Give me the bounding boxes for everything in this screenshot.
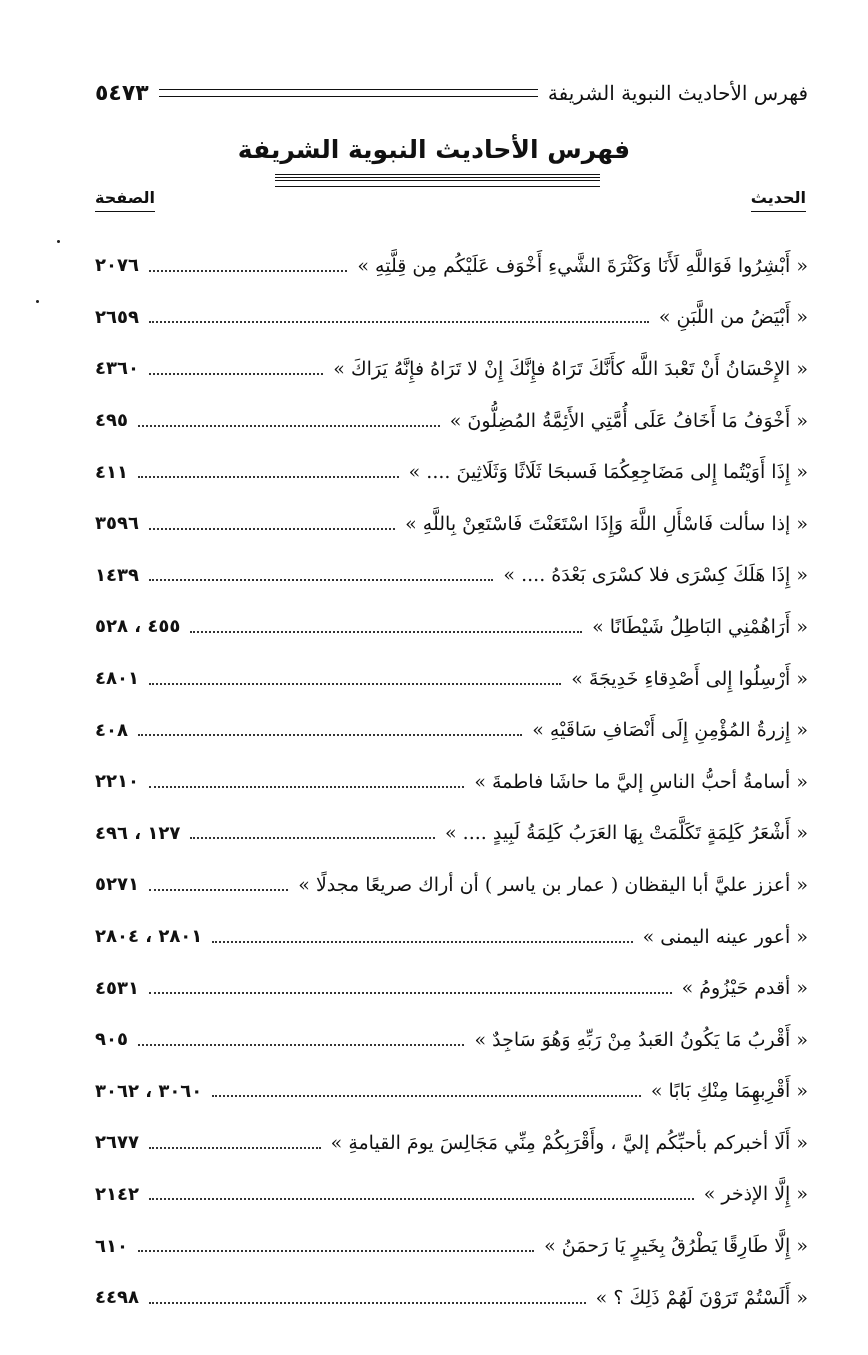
dot-leader xyxy=(149,373,323,375)
index-entry xyxy=(95,395,808,447)
dot-leader xyxy=(149,889,288,891)
index-entry xyxy=(95,859,808,911)
dot-leader xyxy=(149,1198,694,1200)
dot-leader xyxy=(149,992,672,994)
index-entry xyxy=(95,808,808,860)
dot-leader xyxy=(149,579,493,581)
hadith-text: « أعزز عليَّ أبا اليقظان ( عمار بن ياسر ) أن أراك صريعًا مجدلًا » xyxy=(298,873,808,896)
page-reference: ١٢٧ ، ٤٩٦ xyxy=(95,822,181,844)
hadith-text: « أَقْرِبهِمَا مِنْكِ بَابًا » xyxy=(650,1080,808,1103)
index-entry xyxy=(95,292,808,344)
page-reference: ٥٢٧١ xyxy=(95,874,139,896)
index-entry xyxy=(95,550,808,602)
index-entry xyxy=(95,343,808,395)
index-entry xyxy=(95,962,808,1014)
index-entry xyxy=(95,446,808,498)
dot-leader xyxy=(149,786,464,788)
hadith-text: « إِذَا أَوَيْتُما إِلى مَضَاجِعِكُمَا فَسبحَا ثَلَاثًا وَثَلَاثِينَ .... » xyxy=(408,461,808,484)
page-reference: ٢٦٧٧ xyxy=(95,1132,139,1154)
page-reference: ٤١١ xyxy=(95,461,128,483)
page-reference: ١٤٣٩ xyxy=(95,564,139,586)
dot-leader xyxy=(190,837,435,839)
page-reference: ٦١٠ xyxy=(95,1235,128,1257)
page-reference: ٤٨٠١ xyxy=(95,668,139,690)
hadith-index-list xyxy=(95,240,808,1323)
index-entry xyxy=(95,1220,808,1272)
page-reference: ٣٠٦٠ ، ٣٠٦٢ xyxy=(95,1080,203,1102)
running-header xyxy=(95,78,808,108)
index-entry xyxy=(95,911,808,963)
scan-speck xyxy=(36,300,39,303)
hadith-text: « أَخْوَفُ مَا أَخَافُ عَلَى أُمَّتِي الأَئِمَّةُ المُضِلُّونَ » xyxy=(449,409,808,432)
index-entry xyxy=(95,1014,808,1066)
hadith-text: « أَرْسِلُوا إِلى أَصْدِقاءِ خَدِيجَةَ » xyxy=(571,667,808,690)
page-title: فهرس الأحاديث النبوية الشريفة xyxy=(237,135,631,164)
page-reference: ٢٢١٠ xyxy=(95,771,139,793)
index-entry xyxy=(95,1169,808,1221)
hadith-text: « إِذَا هَلَكَ كِسْرَى فلا كسْرَى بَعْدَهُ .... » xyxy=(503,564,808,587)
page-reference: ٣٥٩٦ xyxy=(95,513,139,535)
dot-leader xyxy=(149,683,561,685)
page-reference: ٤٥٣١ xyxy=(95,977,139,999)
dot-leader xyxy=(190,631,582,633)
page-reference: ٩٠٥ xyxy=(95,1029,128,1051)
dot-leader xyxy=(212,941,632,943)
dot-leader xyxy=(138,1044,465,1046)
page-reference: ٢٦٥٩ xyxy=(95,306,139,328)
running-header-title: فهرس الأحاديث النبوية الشريفة xyxy=(547,81,808,105)
index-entry xyxy=(95,1066,808,1118)
running-header-rule xyxy=(159,89,538,97)
hadith-text: « أسامةُ أحبُّ الناسِ إليَّ ما حاشَا فاطمةَ » xyxy=(474,770,808,793)
dot-leader xyxy=(149,1147,321,1149)
column-header-hadith: الحديث xyxy=(751,188,806,212)
index-entry xyxy=(95,704,808,756)
index-entry xyxy=(95,653,808,705)
page-reference: ٢٨٠١ ، ٢٨٠٤ xyxy=(95,926,203,948)
hadith-text: « أَبْيَضُ من اللَّبَنِ » xyxy=(658,306,808,329)
hadith-text: « أَرَاهُمْنِي البَاطِلُ شَيْطَانًا » xyxy=(592,615,808,638)
hadith-text: « أَلَسْتُمْ تَرَوْنَ لَهُمْ ذَلِكَ ؟ » xyxy=(595,1286,808,1309)
page-reference: ٤٣٦٠ xyxy=(95,358,139,380)
index-entry xyxy=(95,1272,808,1324)
hadith-text: « الإِحْسَانُ أَنْ تَعْبدَ اللَّه كأَنَّكَ تَرَاهُ فإِنَّكَ إِنْ لا تَرَاهُ فإِنَّهُ يَرَاكَ » xyxy=(333,357,808,380)
hadith-text: « أَلَا أخبركم بأحبِّكُم إليَّ ، وأَقْرَبِكُمْ مِنِّي مَجَالِسَ يومَ القيامةِ » xyxy=(330,1131,808,1154)
hadith-text: « إذا سألت فَاسْأَلِ اللَّهَ وَإِذَا اسْتَعَنْتَ فَاسْتَعِنْ بِاللَّهِ » xyxy=(405,512,808,535)
dot-leader xyxy=(149,321,649,323)
dot-leader xyxy=(138,425,440,427)
page-reference: ٤٠٨ xyxy=(95,719,128,741)
hadith-text: « أقدم حَيْزُومُ » xyxy=(681,977,808,1000)
dot-leader xyxy=(149,270,347,272)
page-reference: ٤٥٥ ، ٥٢٨ xyxy=(95,616,181,638)
dot-leader xyxy=(138,476,399,478)
dot-leader xyxy=(138,1250,534,1252)
dot-leader xyxy=(149,1302,586,1304)
page-reference: ٢٠٧٦ xyxy=(95,255,139,277)
page-reference: ٢١٤٢ xyxy=(95,1183,139,1205)
hadith-text: « أَشْعَرُ كَلِمَةٍ تَكَلَّمَتْ بِهَا العَرَبُ كَلِمَةُ لَبِيدٍ .... » xyxy=(444,822,808,845)
index-entry xyxy=(95,1117,808,1169)
hadith-text: « إِلَّا طَارِقًا يَطْرُقُ بِخَيرٍ يَا رَحمَنُ » xyxy=(544,1235,808,1258)
hadith-text: « أَقْربُ مَا يَكُونُ العَبدُ مِنْ رَبِّهِ وَهُوَ سَاجِدٌ » xyxy=(474,1028,808,1051)
index-entry xyxy=(95,756,808,808)
hadith-text: « إِزرةُ المُؤْمِنِ إِلَى أَنْصَافِ سَاقَيْهِ » xyxy=(532,719,808,742)
hadith-text: « إِلَّا الإذخر » xyxy=(703,1183,808,1206)
title-underline xyxy=(275,174,600,187)
index-entry xyxy=(95,498,808,550)
dot-leader xyxy=(149,528,395,530)
dot-leader xyxy=(212,1095,641,1097)
index-entry xyxy=(95,601,808,653)
column-header-page: الصفحة xyxy=(95,188,155,212)
hadith-text: « أعور عينه اليمنى » xyxy=(642,925,808,948)
hadith-text: « أَبْشِرُوا فَوَاللَّهِ لَأَنَا وَكَثْرَةَ الشَّيءِ أَخْوَف عَلَيْكُم مِن قِلَّتِهِ » xyxy=(357,254,808,277)
index-entry xyxy=(95,240,808,292)
page-reference: ٤٤٩٨ xyxy=(95,1287,139,1309)
dot-leader xyxy=(138,734,522,736)
scan-speck xyxy=(57,240,60,243)
page-reference: ٤٩٥ xyxy=(95,410,128,432)
page-number: ٥٤٧٣ xyxy=(95,80,149,106)
